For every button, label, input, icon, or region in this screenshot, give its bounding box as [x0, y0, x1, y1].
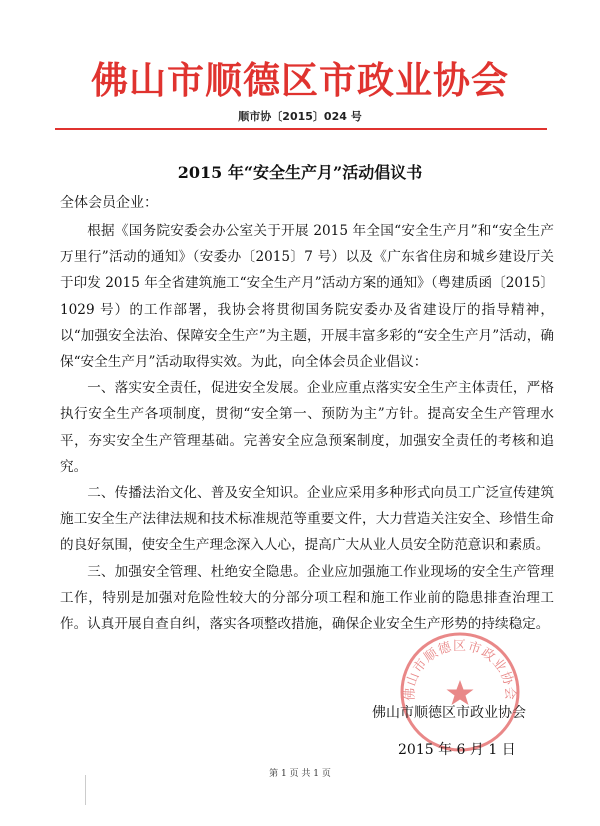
- salutation: 全体会员企业：: [60, 195, 158, 211]
- signature-organization: 佛山市顺德区市政业协会: [372, 705, 526, 721]
- paragraph-item-3: 三、加强安全管理、杜绝安全隐患。企业应加强施工作业现场的安全生产管理工作，特别是加强对危险性较大的分部分项工程和施工作业前的隐患排查治理工作。认真开展自查自纠，落实各项整改措施，确保企业安全生产形势的持续稳定。: [60, 563, 554, 633]
- letterhead-divider: [55, 128, 547, 130]
- official-seal: [398, 630, 522, 754]
- document-number: 顺市协〔2015〕024 号: [238, 110, 362, 123]
- paragraph-intro: 根据《国务院安委会办公室关于开展 2015 年全国“安全生产月”和“安全生产万里行”活动的通知》（安委办〔2015〕7 号）以及《广东省住房和城乡建设厅关于印发 2015 年全省建筑施工“安全生产月”活动方案的通知》（粤建质函〔2015〕1029 号）的工作部署，我协会将贯彻国务院安委办及省建设厅的指导精神，以“加强安全法治、保障安全生产”为主题，开展丰富多彩的“安全生产月”活动，确保“安全生产月”活动取得实效。为此，向全体会员企业倡议：: [60, 223, 554, 371]
- document-body: [60, 218, 554, 637]
- document-title: 2015 年“安全生产月”活动倡议书: [177, 163, 423, 182]
- page-number-footer: 第 1 页 共 1 页: [269, 769, 331, 779]
- organization-letterhead: 佛山市顺德区市政业协会: [91, 59, 509, 102]
- seal-text: 佛山市顺德区市政业协会: [402, 639, 518, 702]
- signature-date: 2015 年 6 月 1 日: [398, 742, 516, 758]
- paragraph-item-2: 二、传播法治文化、普及安全知识。企业应采用多种形式向员工广泛宣传建筑施工安全生产法律法规和技术标准规范等重要文件，大力营造关注安全、珍惜生命的良好氛围，使安全生产理念深入人心，提高广大从业人员安全防范意识和素质。: [60, 485, 554, 554]
- paragraph-item-1: 一、落实安全责任，促进安全发展。企业应重点落实安全生产主体责任，严格执行安全生产各项制度，贯彻“安全第一、预防为主”方针。提高安全生产管理水平，夯实安全生产管理基础。完善安全应急预案制度，加强安全责任的考核和追究。: [60, 380, 554, 475]
- scan-artifact-line: [85, 775, 86, 805]
